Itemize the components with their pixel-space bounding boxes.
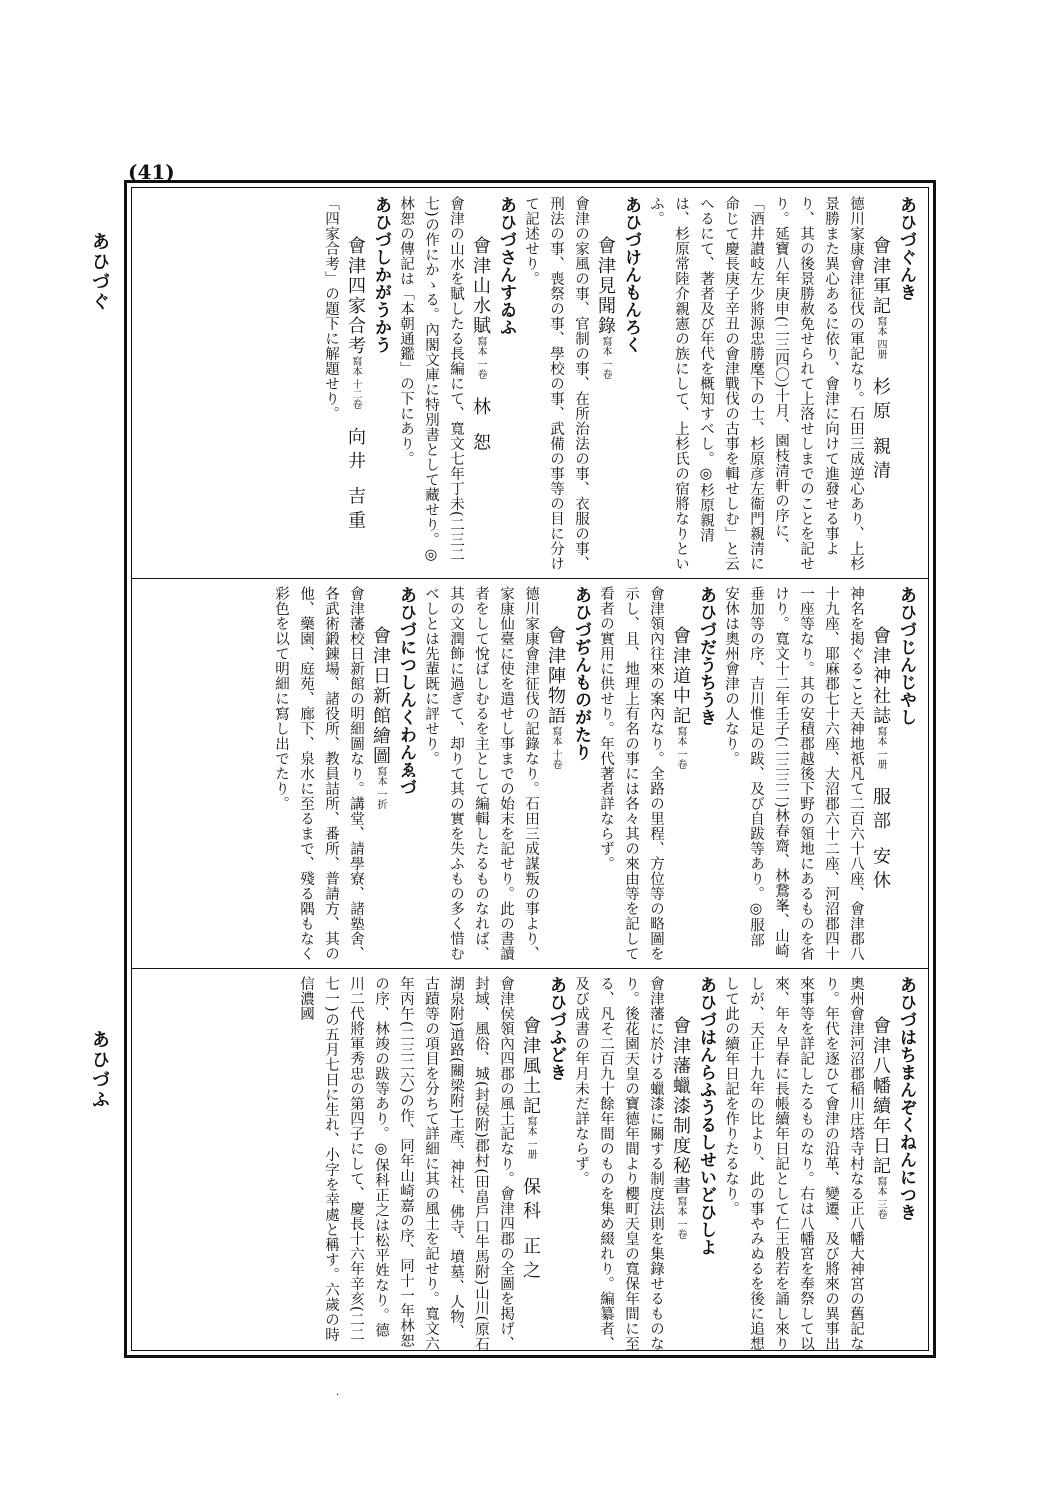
entry-author: 服部 安休: [870, 787, 891, 895]
entry: [393, 196, 518, 572]
entry-volume: 寫本 一卷: [675, 1196, 686, 1240]
entry-title: 會津日新館繪圖: [370, 626, 391, 766]
entry-description: 會津藩校日新館の明細圖なり。講堂、請學寮、諸塾舍、各武術鍛錬場、諸役所、教員詰所、番所、普請方、其の他、藥園、庭苑、廊下、泉水に至るまで、殘る隅もなく彩色を以て明細に寫し出でたり。: [273, 586, 364, 961]
entry-heading: [868, 976, 893, 1352]
entry: [318, 196, 393, 572]
entry-title: 會津四家合考: [345, 236, 366, 356]
entry-title: 會津藩蠟漆制度秘書: [670, 1016, 691, 1196]
section-divider: [132, 578, 928, 579]
entry-description: 「四家合考」の題下に解題せり。: [323, 196, 339, 421]
entry-description: 會津領內往來の案內なり。全路の里程、方位等の略圖を示し、且、地理上有名の事には各々其の來由等を記して看者の實用に供せり。年代著者詳ならず。: [598, 586, 664, 961]
entry-volume: 寫本 四册: [875, 316, 886, 360]
entry-volume: 寫本 三卷: [875, 1176, 886, 1220]
entry: [518, 196, 643, 572]
entry-description: 會津の家風の事、官制の事、在所治法の事、衣服の事、刑法の事、喪祭の事、學校の事、武備の事等の目に分けて記述せり。: [523, 196, 589, 571]
entry-volume: 寫本 十卷: [550, 726, 561, 770]
entry: [643, 196, 918, 572]
entry-reading: あひづぐんき: [896, 196, 916, 301]
entry-author: 杉原 親清: [870, 377, 891, 485]
entry-heading: [543, 586, 568, 962]
entry-heading: [518, 976, 543, 1352]
entry-reading: あひづはちまんぞくねんにつき: [896, 976, 916, 1221]
entry-reading: あひづしかがうかう: [371, 196, 391, 354]
section-top: [142, 196, 918, 572]
entry-description: 會津藩に於ける蠟漆に關する制度法則を集錄せるものなり。後花園天皇の寶德年間より櫻町天皇の寬保年間に至る、凡そ二百九十餘年間のものを集め綴れり。編纂者、及び成書の年月未だ詳ならず。: [573, 976, 664, 1351]
entry-reading: あひづふどき: [546, 976, 566, 1081]
entry-reading: あひづじんじやし: [896, 586, 916, 726]
entry-reading: あひづはんらふうるしせいどひしよ: [696, 976, 716, 1256]
page-number: (41): [128, 160, 175, 184]
entry-description: 奧州會津河沼郡稲川庄塔寺村なる正八幡大神宮の舊記なり。年代を逐ひて會津の沿革、變遷、及び將來の異事出來事等を詳記したるものなり。右は八幡宮を奉祭して以來、年々早春に長帳續年日記として仁王般若を誦し來りしが、天正十九年の比より、此の事やみぬるを後に追想して此の續年日記を作りたるなり。: [723, 976, 864, 1351]
entry-heading: [593, 196, 618, 572]
entry-title: 會津見聞錄: [595, 236, 616, 336]
entry-description: 會津の山水を賦したる長編にて、寬文七年丁未(二三二七)の作にかゝる。內閣文庫に特別書として藏せり。◎林恕の傳記は「本朝通鑑」の下にあり。: [398, 196, 464, 564]
entry: [718, 586, 918, 962]
entry-reading: あひづさんすゐふ: [496, 196, 516, 336]
entry-title: 會津風土記: [520, 1016, 541, 1116]
entry-heading: [343, 196, 368, 572]
entry-title: 會津軍記: [870, 236, 891, 316]
page-frame-inner: [131, 187, 929, 1351]
section-bottom: [142, 976, 918, 1352]
entry-volume: 寫本 一折: [375, 766, 386, 810]
margin-index-label-bottom: あひづふ: [89, 1030, 110, 1110]
entry-volume: 寫本 一卷: [675, 726, 686, 770]
entry-volume: 寫本 一册: [525, 1116, 536, 1160]
margin-index-label-top: あひづぐ: [89, 232, 110, 312]
entry: [293, 976, 568, 1352]
entry-author: 林 恕: [470, 397, 491, 457]
page-frame: [124, 180, 936, 1358]
entry-heading: [368, 586, 393, 962]
entry-description: 德川家康會津征伐の記錄なり。石田三成謀叛の事より、家康仙臺に使を遣せし事までの始末を記せり。此の書讀者をして悅ばしむるを主として編輯したるものなれば、其の文潤飾に過ぎて、却りて其の實を失ふもの多く惜むべしとは先輩既に評せり。: [423, 586, 539, 961]
entry: [718, 976, 918, 1352]
entry-heading: [668, 586, 693, 962]
vertical-text-block: [142, 196, 918, 572]
entry-volume: 寫本 一卷: [600, 336, 611, 380]
entry: [268, 586, 418, 962]
entry-title: 會津八幡續年日記: [870, 1016, 891, 1176]
vertical-text-block: [142, 976, 918, 1352]
entry-description: 德川家康會津征伐の軍記なり。石田三成逆心あり、上杉景勝また異心あるに依り、會津に向けて進發せる事より、其の後景勝赦免せられて上洛せしまでのことを記せり。延寶八年庚申(二三四〇)十月、園枝清軒の序に、「酒井讃岐左少將源忠勝麾下の士、杉原彦左衞門親清に命じて慶長庚子辛丑の會津戰伐の古事を輯せしむ」と云へるにて、著者及び年代を概知すべし。◎杉原親清は、杉原常陸介親憲の族にして、上杉氏の宿將なりといふ。: [648, 196, 864, 571]
entry-author: 向井 吉重: [345, 427, 366, 535]
entry-description: 神名を掲ぐること天神地祇凡て二百六十八座、會津郡八十九座、耶麻郡七十六座、大沼郡六十二座、河沼郡四十一座等なり。其の安積郡越後下野の領地にあるものを省けり。寬文十二年壬子(二三三二)林春齋、林鵞峯、山崎垂加等の序、吉川惟足の跋、及び自跋等あり。◎服部安休は奧州會津の人なり。: [723, 586, 864, 961]
entry: [593, 586, 718, 962]
entry-heading: [668, 976, 693, 1352]
entry: [418, 586, 593, 962]
entry: [568, 976, 718, 1352]
section-middle: [142, 586, 918, 962]
entry-heading: [868, 196, 893, 572]
entry-heading: [868, 586, 893, 962]
entry-heading: [468, 196, 493, 572]
entry-description: 會津侯領內四郡の風土記なり。會津四郡の全圖を掲げ、封域、風俗、城(封侯附)郡村(田畠戶口牛馬附)山川(原石湖泉附)道路(關梁附)土產、神社、佛寺、墳墓、人物、古蹟等の項目を分ちて詳細に其の風土を記せり。寬文六年丙午(二三二六)の作、同年山崎嘉の序、同十一年林恕の序、林竣の跋等あり。◎保科正之は松平姓なり。德川二代將軍秀忠の第四子にして、慶長十六年辛亥(二二七一)の五月七日に生れ、小字を幸處と稱す。六歲の時信濃國: [298, 976, 514, 1352]
entry-reading: あひづにつしんくわんゑづ: [396, 586, 416, 796]
entry-title: 會津神社誌: [870, 626, 891, 726]
entry-author: 保科 正之: [520, 1177, 541, 1285]
entry-title: 會津陣物語: [545, 626, 566, 726]
print-speck: ·: [336, 1390, 340, 1401]
entry-volume: 寫本 一卷: [475, 336, 486, 380]
entry-reading: あひづけんもんろく: [621, 196, 641, 354]
entry-volume: 寫本 一册: [875, 726, 886, 770]
entry-title: 會津道中記: [670, 626, 691, 726]
section-divider: [132, 968, 928, 969]
entry-title: 會津山水賦: [470, 236, 491, 336]
entry-volume: 寫本 十二卷: [350, 356, 361, 410]
vertical-text-block: [142, 586, 918, 962]
entry-reading: あひづぢんものがたり: [571, 586, 591, 761]
entry-reading: あひづだうちうき: [696, 586, 716, 726]
